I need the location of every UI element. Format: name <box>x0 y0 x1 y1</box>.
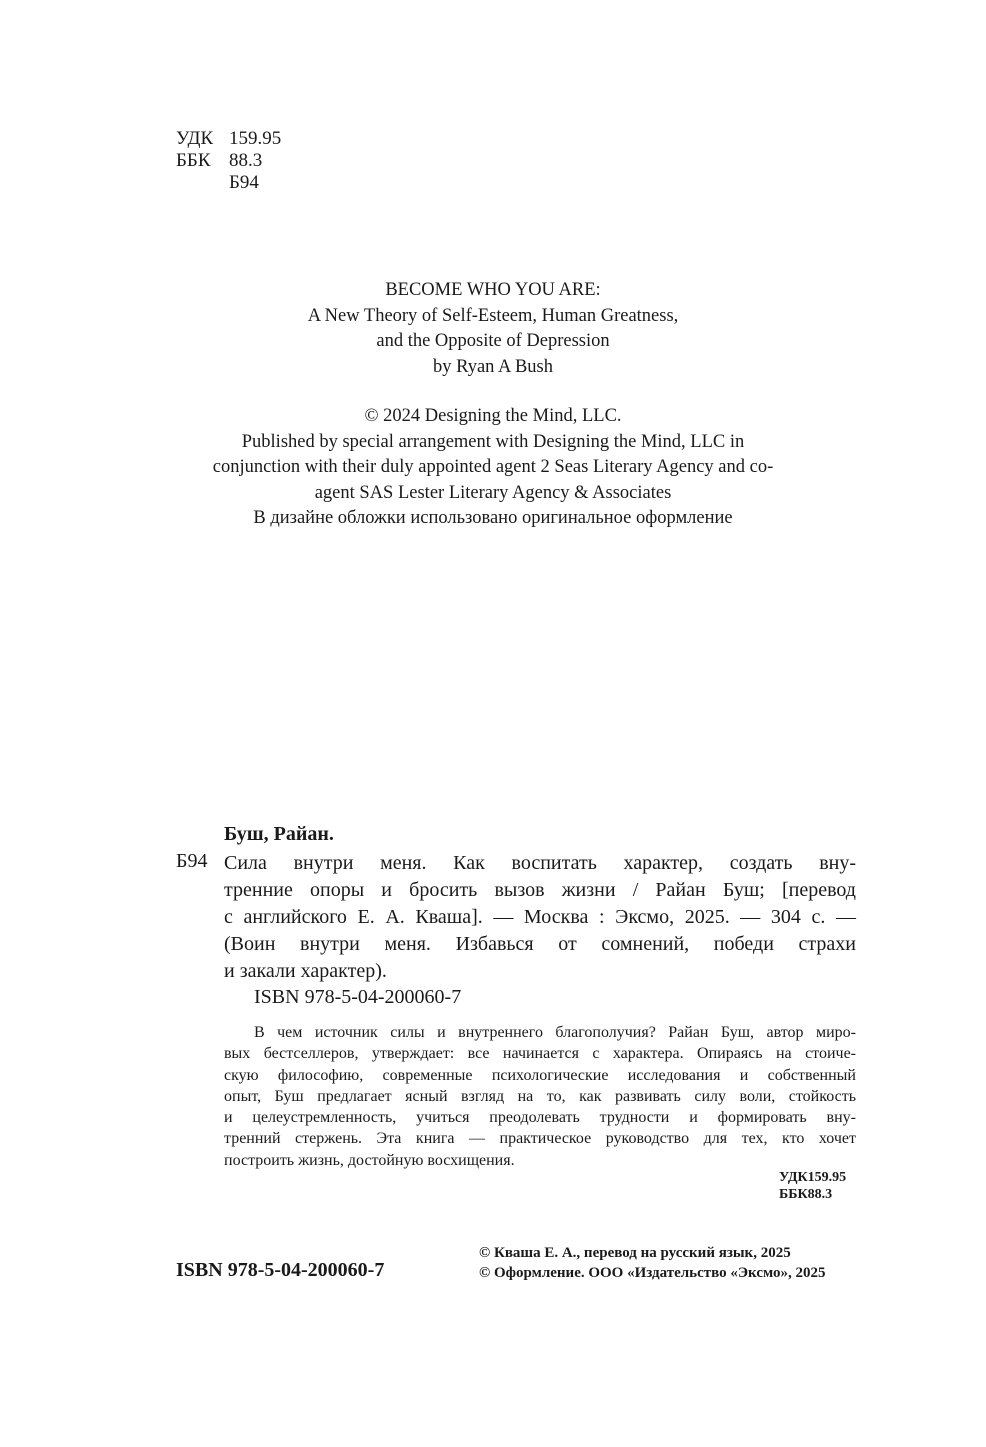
author-code: Б94 <box>229 172 259 193</box>
footer-copyrights <box>479 1243 826 1283</box>
original-subtitle-line-1: A New Theory of Self-Esteem, Human Greatness, <box>307 305 679 326</box>
bbk-value: 88.3 <box>229 150 263 171</box>
description-line: (Воин внутри меня. Избавься от сомнений, победи страхи <box>224 933 856 955</box>
catalog-author-code: Б94 <box>176 850 208 872</box>
udk-value: 159.95 <box>229 128 282 149</box>
annotation-line: опыт, Буш предлагает ясный взгляд на то, как развивать силу воли, стойкость <box>224 1087 856 1105</box>
annotation-line: вых бестселлеров, утверждает: все начинается с характера. Опираясь на стоиче- <box>224 1045 856 1063</box>
udk-label: УДК <box>176 128 214 149</box>
annotation-line: и целеустремленность, учиться преодолевать трудности и формировать вну- <box>224 1109 856 1127</box>
rights-line-5: В дизайне обложки использовано оригинальное оформление <box>253 508 733 528</box>
footer-isbn: ISBN 978-5-04-200060-7 <box>176 1259 385 1281</box>
description-line: с английского Е. А. Кваша]. — Москва : Эксмо, 2025. — 304 с. — <box>224 906 856 928</box>
description-line: тренние опоры и бросить вызов жизни / Райан Буш; [перевод <box>224 879 856 901</box>
original-title: BECOME WHO YOU ARE: <box>385 280 601 300</box>
catalog-isbn: ISBN 978-5-04-200060-7 <box>254 986 462 1008</box>
annotation-line: тренний стержень. Эта книга — практическое руководство для тех, кто хочет <box>224 1130 856 1148</box>
translation-copyright: © Кваша Е. А., перевод на русский язык, 2025 <box>479 1245 791 1261</box>
design-copyright: © Оформление. ООО «Издательство «Эксмо», 2025 <box>479 1265 826 1281</box>
rights-line-3: conjunction with their duly appointed agent 2 Seas Literary Agency and co- <box>212 457 774 477</box>
description-line: и закали характер). <box>224 960 387 982</box>
annotation-line: В чем источник силы и внутреннего благополучия? Райан Буш, автор миро- <box>254 1024 856 1041</box>
bbk-label: ББК <box>176 150 211 171</box>
original-author: by Ryan A Bush <box>432 356 554 377</box>
annotation-line: скую философию, современные психологические исследования и собственный <box>224 1066 856 1084</box>
description-line: Сила внутри меня. Как воспитать характер, создать вну- <box>224 852 856 874</box>
index-udk: УДК159.95 <box>779 1170 847 1185</box>
author-code-row <box>176 172 281 194</box>
original-subtitle-line-2: and the Opposite of Depression <box>376 331 610 351</box>
catalog-description <box>224 850 856 985</box>
rights-line-4: agent SAS Lester Literary Agency & Associates <box>314 482 672 503</box>
index-bbk: ББК88.3 <box>779 1187 833 1202</box>
catalog-author-heading: Буш, Райан. <box>224 823 334 845</box>
rights-block <box>130 404 856 532</box>
annotation <box>224 1022 856 1171</box>
rights-line-2: Published by special arrangement with Designing the Mind, LLC in <box>241 431 745 452</box>
classification-block <box>176 128 281 194</box>
original-edition-block <box>130 278 856 380</box>
annotation-line: построить жизнь, достойную восхищения. <box>224 1151 515 1169</box>
udk-row <box>176 128 281 150</box>
index-codes <box>779 1169 846 1203</box>
bbk-row <box>176 150 281 172</box>
rights-line-1: © 2024 Designing the Mind, LLC. <box>364 406 622 426</box>
